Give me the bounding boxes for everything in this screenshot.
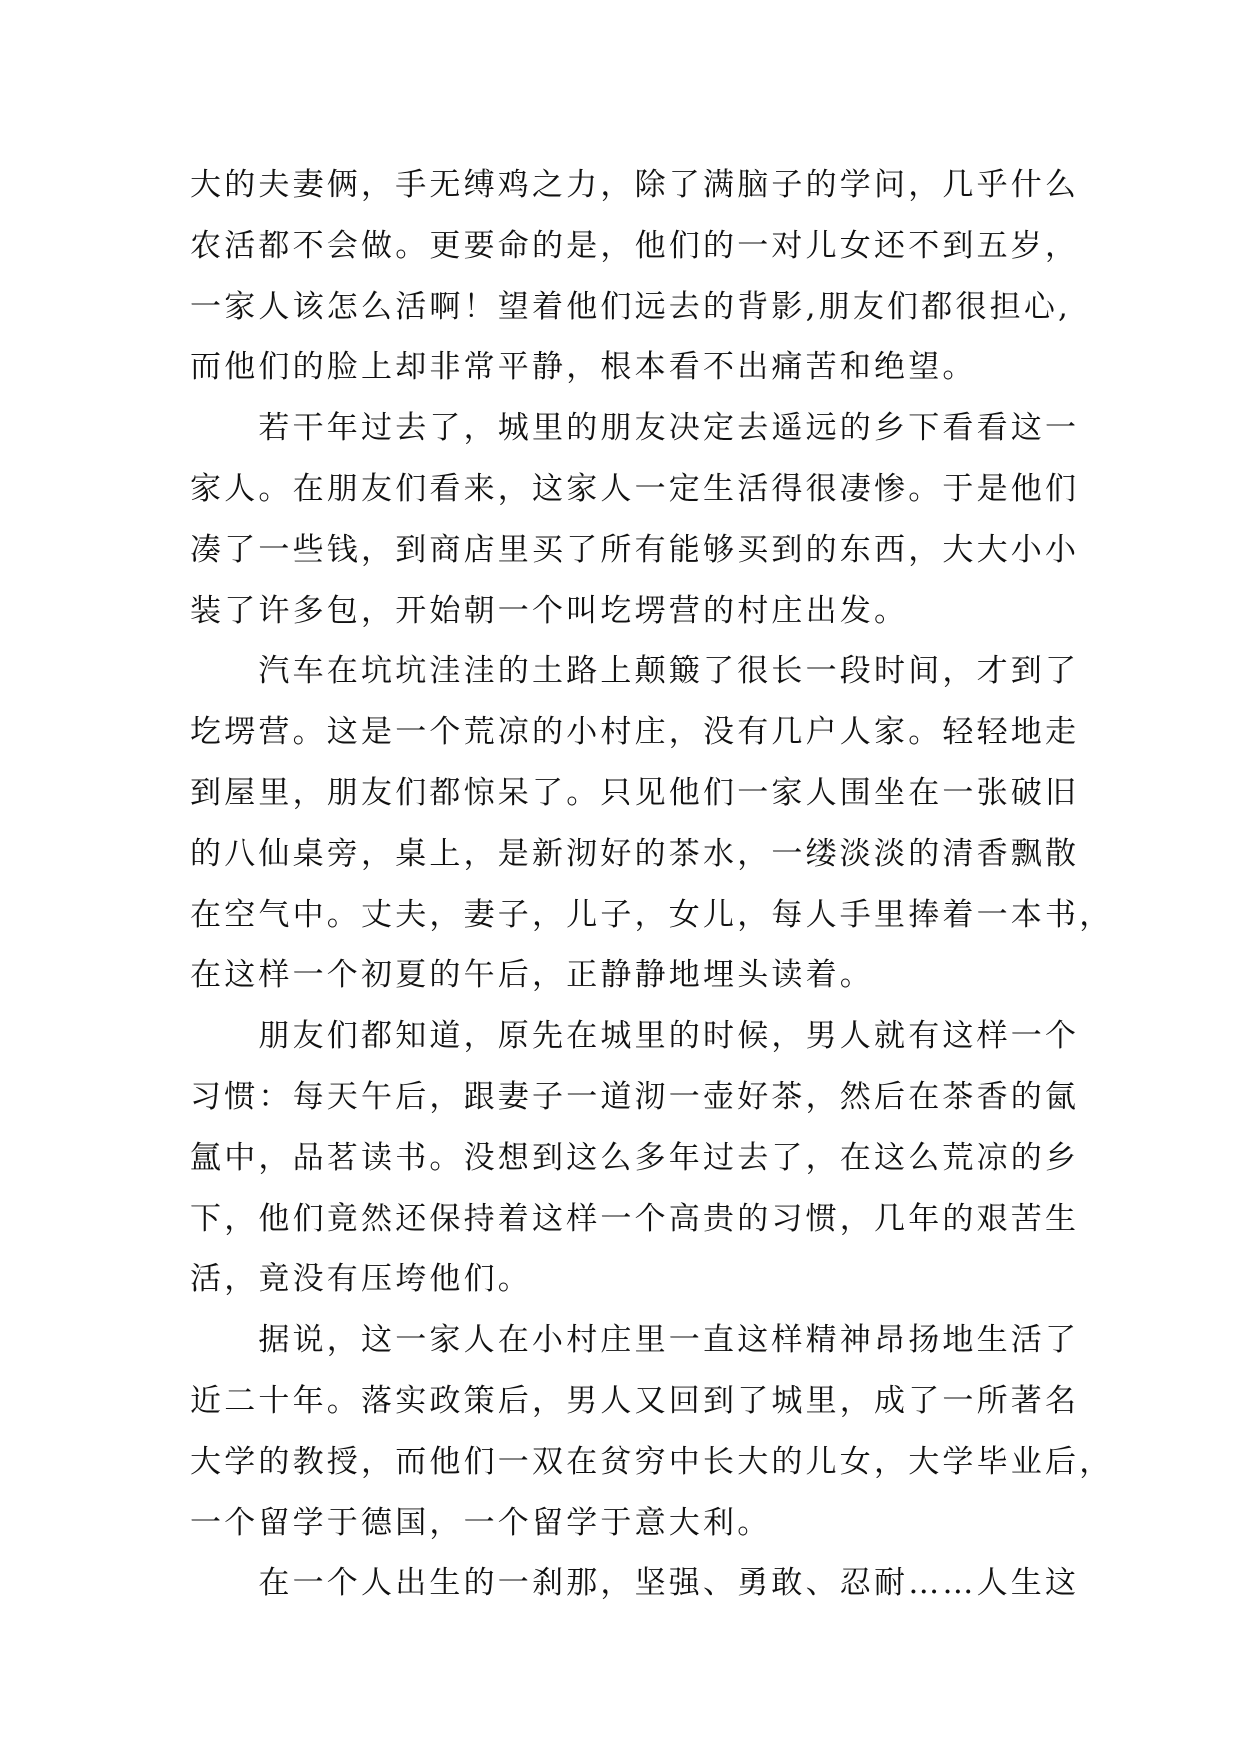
text-line: 凑了一些钱，到商店里买了所有能够买到的东西，大大小小 xyxy=(190,531,1080,568)
text-line: 在一个人出生的一刹那，坚强、勇敢、忍耐……人生这 xyxy=(190,1565,1080,1602)
text-line: 汽车在坑坑洼洼的土路上颠簸了很长一段时间，才到了 xyxy=(190,653,1080,690)
text-line: 到屋里，朋友们都惊呆了。只见他们一家人围坐在一张破旧 xyxy=(190,774,1080,811)
text-line: 下，他们竟然还保持着这样一个高贵的习惯，几年的艰苦生 xyxy=(190,1200,1080,1237)
text-line: 农活都不会做。更要命的是，他们的一对儿女还不到五岁， xyxy=(190,227,1080,264)
text-line: 据说，这一家人在小村庄里一直这样精神昂扬地生活了 xyxy=(190,1322,1080,1359)
text-line: 习惯：每天午后，跟妻子一道沏一壶好茶，然后在茶香的氤 xyxy=(190,1078,1080,1115)
text-line: 近二十年。落实政策后，男人又回到了城里，成了一所著名 xyxy=(190,1382,1080,1419)
text-line: 若干年过去了，城里的朋友决定去遥远的乡下看看这一 xyxy=(190,410,1080,447)
text-line: 家人。在朋友们看来，这家人一定生活得很凄惨。于是他们 xyxy=(190,470,1080,507)
text-line: 装了许多包，开始朝一个叫圪塄营的村庄出发。 xyxy=(190,592,909,629)
text-line: 在这样一个初夏的午后，正静静地埋头读着。 xyxy=(190,957,874,994)
text-line: 氲中，品茗读书。没想到这么多年过去了，在这么荒凉的乡 xyxy=(190,1139,1080,1176)
text-line: 而他们的脸上却非常平静，根本看不出痛苦和绝望。 xyxy=(190,349,977,386)
text-line: 一家人该怎么活啊！望着他们远去的背影,朋友们都很担心, xyxy=(190,288,1072,325)
text-line: 大学的教授，而他们一双在贫穷中长大的儿女，大学毕业后， xyxy=(190,1443,1114,1480)
text-line: 大的夫妻俩，手无缚鸡之力，除了满脑子的学问，几乎什么 xyxy=(190,167,1080,203)
article-body xyxy=(190,155,1114,1614)
text-line: 朋友们都知道，原先在城里的时候，男人就有这样一个 xyxy=(190,1018,1080,1055)
text-line: 的八仙桌旁，桌上，是新沏好的茶水，一缕淡淡的清香飘散 xyxy=(190,835,1080,872)
text-line: 圪塄营。这是一个荒凉的小村庄，没有几户人家。轻轻地走 xyxy=(190,714,1080,751)
text-line: 在空气中。丈夫，妻子，儿子，女儿，每人手里捧着一本书， xyxy=(190,896,1114,933)
text-line: 活，竟没有压垮他们。 xyxy=(190,1261,532,1298)
text-line: 一个留学于德国，一个留学于意大利。 xyxy=(190,1504,772,1541)
